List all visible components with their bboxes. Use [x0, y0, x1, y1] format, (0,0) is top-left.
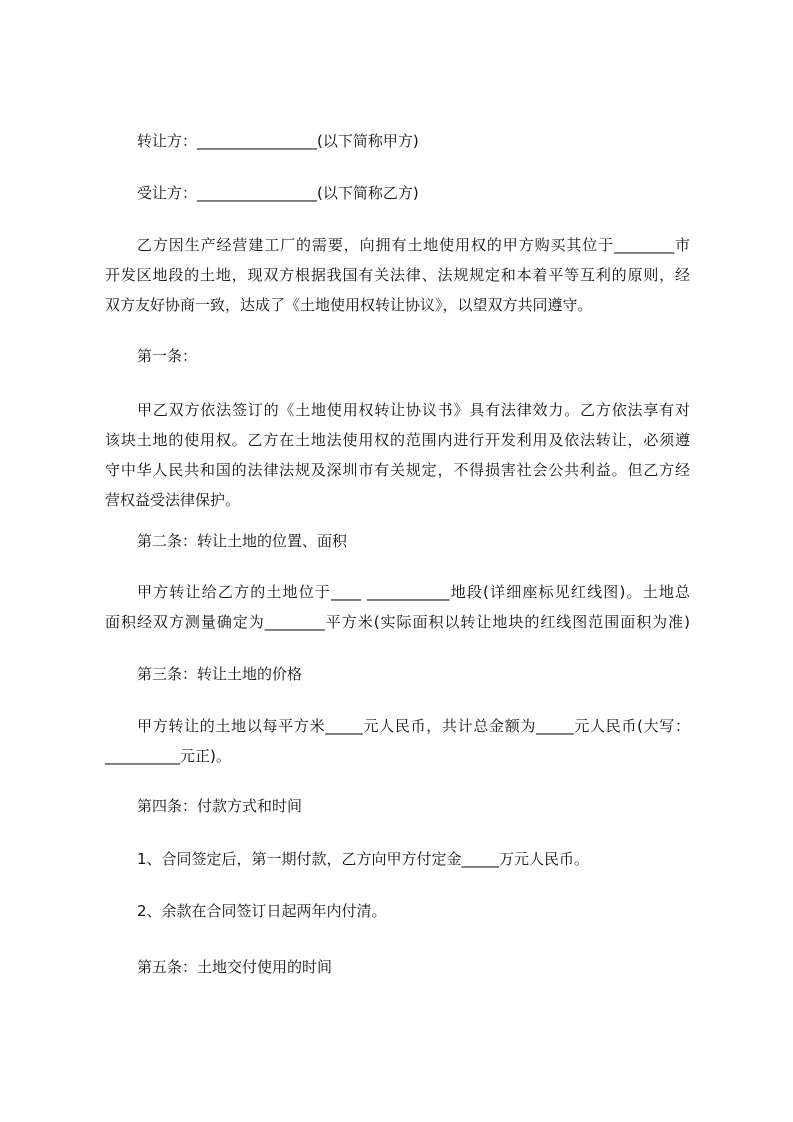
article5-title: 第五条：土地交付使用的时间	[137, 958, 333, 976]
article4-item-1: 1、合同签定后，第一期付款，乙方向甲方付定金_____万元人民币。	[137, 850, 590, 868]
transferee-line: 受让方：________________(以下简称乙方)	[137, 184, 419, 202]
preamble-paragraph: 乙方因生产经营建工厂的需要，向拥有土地使用权的甲方购买其位于________市 开发区地段的土地，现双方根据我国有关法律、法规规定和本着平等互利的原则，经 双方友好协商一致，达成了《土地使用权转让协议》，以望双方共同遵守。	[105, 236, 690, 314]
article4-title: 第四条：付款方式和时间	[137, 797, 303, 815]
article3-body: 甲方转让的土地以每平方米_____元人民币，共计总金额为_____元人民币(大写： __________元正)。	[105, 717, 690, 765]
article2-title: 第二条：转让土地的位置、面积	[137, 532, 348, 550]
article3-title: 第三条：转让土地的价格	[137, 665, 303, 683]
article2-body: 甲方转让给乙方的土地位于____ ___________地段(详细座标见红线图)。土地总 面积经双方测量确定为________平方米(实际面积以转让地块的红线图范围面积为准)	[105, 583, 690, 631]
article4-item-2: 2、余款在合同签订日起两年内付清。	[137, 902, 387, 920]
article1-body: 甲乙双方依法签订的《土地使用权转让协议书》具有法律效力。乙方依法享有对 该块土地的使用权。乙方在土地法使用权的范围内进行开发利用及依法转让，必须遵 守中华人民共和国的法律法规及深圳市有关规定，不得损害社会公共利益。但乙方经 营权益受法律保护。	[105, 401, 690, 509]
article1-title: 第一条：	[137, 347, 198, 365]
transferor-line: 转让方：________________(以下简称甲方)	[137, 132, 419, 150]
